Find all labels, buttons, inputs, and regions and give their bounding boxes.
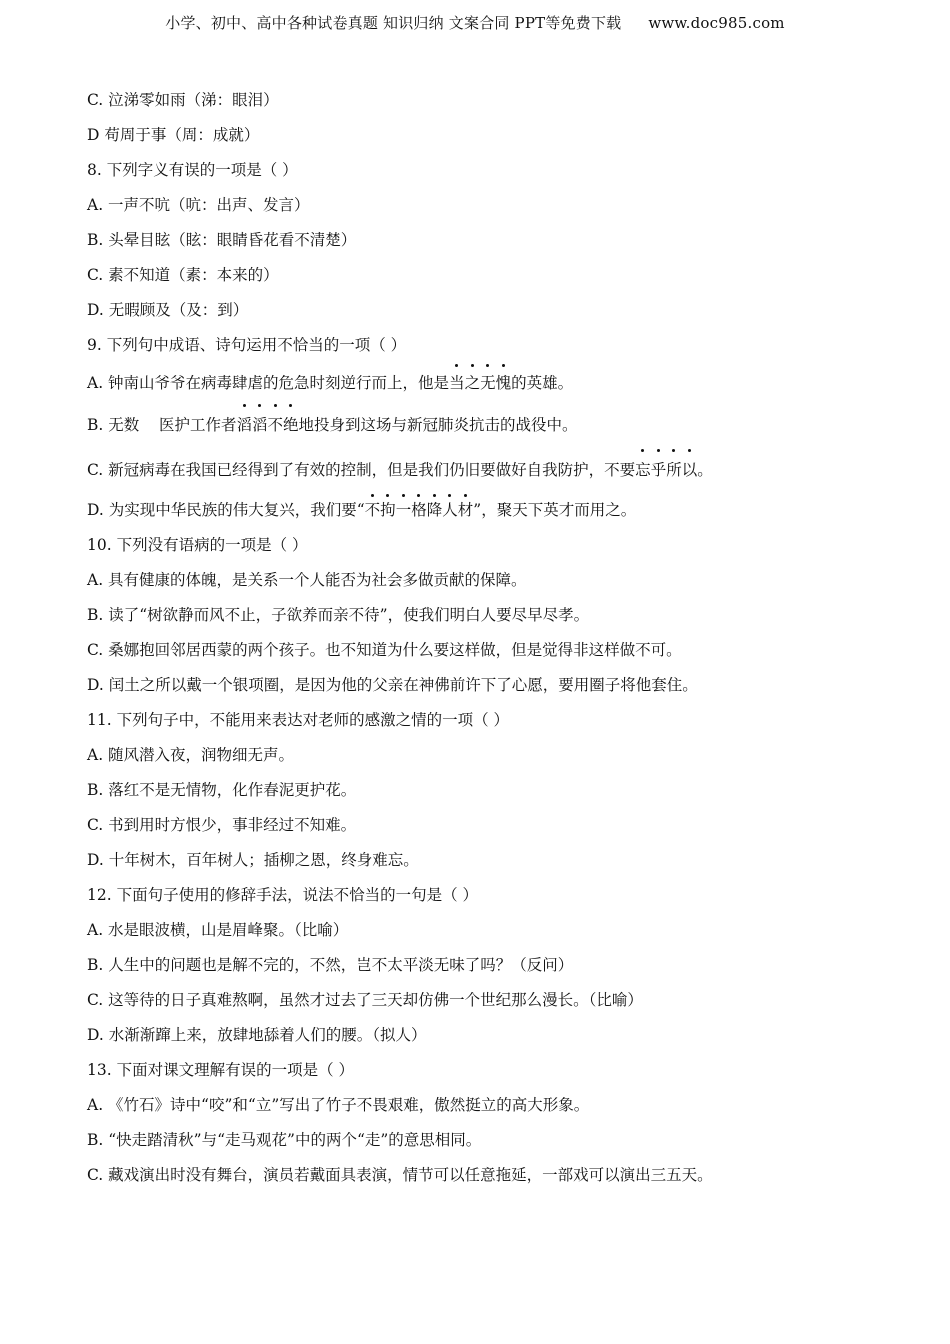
option-text: C. 新冠病毒在我国已经得到了有效的控制，但是我们仍旧要做好自我防护，不要 bbox=[87, 461, 636, 479]
emphasis-char: 拘 bbox=[380, 496, 396, 524]
emphasis-char: 不 bbox=[365, 496, 381, 524]
option-text: 的英雄。 bbox=[511, 374, 574, 392]
header-site: www.doc985.com bbox=[648, 14, 785, 32]
option-line: A. 《竹石》诗中“咬”和“立”写出了竹子不畏艰难，傲然挺立的高大形象。 bbox=[87, 1096, 590, 1114]
document-body bbox=[87, 86, 887, 1196]
emphasis-char: 材 bbox=[458, 496, 474, 524]
option-line: A. 一声不吭（吭：出声、发言） bbox=[87, 196, 310, 214]
emphasis-char: 一 bbox=[396, 496, 412, 524]
emphasis-char: 格 bbox=[411, 496, 427, 524]
emphasis-char: 不 bbox=[267, 406, 283, 444]
emphasis-char: 无 bbox=[480, 366, 496, 400]
emphasis-char: 所 bbox=[666, 451, 682, 489]
option-line: C. 这等待的日子真难熬啊，虽然才过去了三天却仿佛一个世纪那么漫长。（比喻） bbox=[87, 991, 643, 1009]
question-12: 12. 下面句子使用的修辞手法，说法不恰当的一句是（ ） bbox=[87, 886, 479, 904]
emphasis-char: 当 bbox=[449, 366, 465, 400]
option-line: C. 桑娜抱回邻居西蒙的两个孩子。也不知道为什么要这样做，但是觉得非这样做不可。 bbox=[87, 641, 682, 659]
option-text: B. 无数 医护工作者 bbox=[87, 416, 237, 434]
question-10: 10. 下列没有语病的一项是（ ） bbox=[87, 536, 308, 554]
option-line: D. 闰土之所以戴一个银项圈，是因为他的父亲在神佛前许下了心愿，要用圈子将他套住。 bbox=[87, 676, 698, 694]
option-text: 地投身到这场与新冠肺炎抗击的战役中。 bbox=[298, 416, 578, 434]
option-text: A. 钟南山爷爷在病毒肆虐的危急时刻逆行而上，他是 bbox=[87, 374, 450, 392]
option-line: B. “快走踏清秋”与“走马观花”中的两个“走”的意思相同。 bbox=[87, 1131, 482, 1149]
emphasis-char: 之 bbox=[465, 366, 481, 400]
question-9: 9. 下列句中成语、诗句运用不恰当的一项（ ） bbox=[87, 336, 407, 354]
page-header bbox=[0, 12, 950, 33]
emphasis-char: 乎 bbox=[651, 451, 667, 489]
emphasis-char: 人 bbox=[442, 496, 458, 524]
option-line: B. 读了“树欲静而风不止，子欲养而亲不待”，使我们明白人要尽早尽孝。 bbox=[87, 606, 590, 624]
option-line: C. 藏戏演出时没有舞台，演员若戴面具表演，情节可以任意拖延，一部戏可以演出三五天。 bbox=[87, 1166, 713, 1184]
emphasis-char: 愧 bbox=[496, 366, 512, 400]
option-text: 。 bbox=[697, 461, 713, 479]
emphasis-char: 忘 bbox=[635, 451, 651, 489]
header-text: 小学、初中、高中各种试卷真题 知识归纳 文案合同 PPT等免费下载 bbox=[165, 14, 622, 32]
option-text: ”，聚天下英才而用之。 bbox=[473, 501, 637, 519]
option-line: A. 水是眼波横，山是眉峰聚。（比喻） bbox=[87, 921, 349, 939]
question-11: 11. 下列句子中，不能用来表达对老师的感激之情的一项（ ） bbox=[87, 711, 510, 729]
q9-option-c bbox=[87, 451, 887, 496]
option-line: D. 水渐渐蹿上来，放肆地舔着人们的腰。（拟人） bbox=[87, 1026, 427, 1044]
emphasis-char: 滔 bbox=[236, 406, 252, 444]
option-line: C. 书到用时方恨少，事非经过不知难。 bbox=[87, 816, 357, 834]
q9-option-d bbox=[87, 496, 887, 531]
question-8: 8. 下列字义有误的一项是（ ） bbox=[87, 161, 298, 179]
option-line: B. 人生中的问题也是解不完的，不然，岂不太平淡无味了吗？（反问） bbox=[87, 956, 574, 974]
emphasis-char: 以 bbox=[682, 451, 698, 489]
option-line: C. 素不知道（素：本来的） bbox=[87, 266, 279, 284]
emphasis-char: 降 bbox=[427, 496, 443, 524]
option-line: D. 十年树木，百年树人；插柳之恩，终身难忘。 bbox=[87, 851, 419, 869]
option-line: A. 具有健康的体魄，是关系一个人能否为社会多做贡献的保障。 bbox=[87, 571, 527, 589]
emphasis-char: 滔 bbox=[252, 406, 268, 444]
q9-option-b bbox=[87, 406, 887, 451]
emphasis-char: 绝 bbox=[283, 406, 299, 444]
option-line: B. 头晕目眩（眩：眼睛昏花看不清楚） bbox=[87, 231, 357, 249]
option-text: D. 为实现中华民族的伟大复兴，我们要“ bbox=[87, 501, 365, 519]
option-line: B. 落红不是无情物，化作春泥更护花。 bbox=[87, 781, 357, 799]
option-line: A. 随风潜入夜，润物细无声。 bbox=[87, 746, 295, 764]
text-line: C. 泣涕零如雨（涕：眼泪） bbox=[87, 91, 279, 109]
q9-option-a bbox=[87, 366, 887, 406]
option-line: D. 无暇顾及（及：到） bbox=[87, 301, 249, 319]
text-line: D 苟周于事（周：成就） bbox=[87, 126, 260, 144]
question-13: 13. 下面对课文理解有误的一项是（ ） bbox=[87, 1061, 355, 1079]
